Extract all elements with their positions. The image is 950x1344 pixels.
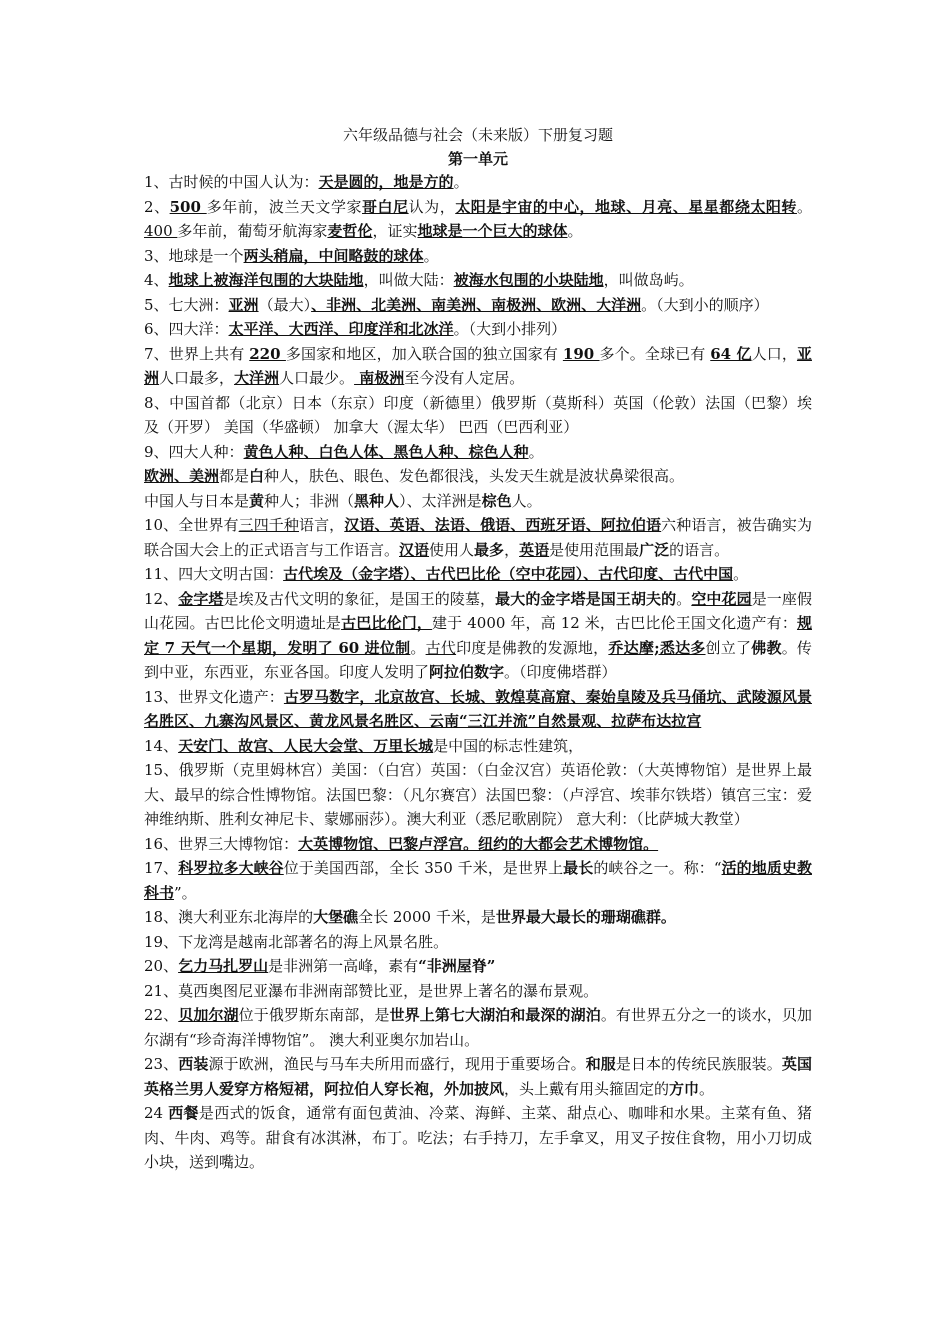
item-text-segment: 麦哲伦 bbox=[327, 222, 373, 240]
document-title: 六年级品德与社会（未来版）下册复习题 bbox=[342, 126, 613, 144]
item-text-segment: 。 bbox=[676, 589, 692, 608]
item-text-segment: 20、 bbox=[144, 957, 179, 975]
item-text-segment: 全长 2000 千米，是 bbox=[358, 908, 496, 926]
item-text-segment: 汉语、英语、法语、俄语、西班牙语、阿拉伯语 bbox=[344, 516, 662, 534]
item-text-segment: 。 bbox=[796, 197, 812, 216]
item-text-segment: 棕色 bbox=[481, 491, 512, 510]
item-text-segment: 17、 bbox=[144, 859, 179, 877]
question-list bbox=[144, 170, 812, 1175]
item-text-segment: 贝加尔湖 bbox=[178, 1006, 239, 1024]
item-text-segment: 位于俄罗斯东南部，是 bbox=[238, 1006, 390, 1024]
item-text-segment: 多年前，波兰天文学家 bbox=[206, 197, 363, 216]
review-item bbox=[144, 1003, 812, 1052]
item-text-segment: 。 bbox=[733, 565, 749, 583]
review-item bbox=[144, 513, 812, 562]
item-text-segment: ”。 bbox=[174, 883, 197, 902]
item-text-segment: 佛教 bbox=[751, 638, 782, 657]
item-text-segment: 的语言。 bbox=[669, 540, 730, 559]
item-text-segment: 是日本的传统民族服装。 bbox=[615, 1055, 782, 1073]
item-text-segment: 空中花园 bbox=[691, 589, 752, 608]
item-text-segment: 7、世界上共有 bbox=[144, 344, 250, 363]
item-text-segment: 人口， bbox=[751, 344, 797, 363]
item-text-segment: 14、 bbox=[144, 736, 179, 755]
item-text-segment: 位于美国西部，全长 350 千米，是世界上 bbox=[283, 859, 564, 877]
item-text-segment: 4、 bbox=[144, 271, 169, 289]
review-item bbox=[144, 562, 812, 587]
review-item bbox=[144, 832, 812, 857]
item-text-segment: 古巴比伦门， bbox=[341, 614, 433, 632]
item-text-segment: （最大） bbox=[258, 295, 312, 314]
item-text-segment: 8、中国首都（北京）日本（东京）印度（新德里）俄罗斯（莫斯科）英国（伦敦）法国（巴黎）埃及（开罗） 美国（华盛顿） 加拿大（渥太华） 巴西（巴西利亚） bbox=[144, 393, 812, 436]
item-text-segment: 2、 bbox=[144, 197, 170, 216]
item-text-segment: 。 bbox=[423, 246, 439, 265]
item-text-segment: 两头稍扁，中间略鼓的球体 bbox=[243, 246, 424, 265]
item-text-segment: 天是圆的，地是方的 bbox=[318, 173, 454, 191]
item-text-segment: 。（大到小的顺序） bbox=[641, 295, 769, 314]
item-text-segment: 21、莫西奥图尼亚瀑布非洲南部赞比亚，是世界上著名的瀑布景观。 bbox=[144, 981, 599, 1000]
item-text-segment: 。（印度佛塔群） bbox=[504, 663, 617, 681]
review-item bbox=[144, 930, 812, 955]
item-text-segment: 乔达摩;悉达多 bbox=[608, 638, 706, 657]
unit-heading: 第一单元 bbox=[447, 150, 508, 168]
item-text-segment: 英国英格兰男人爱穿方格短裙，阿拉伯人穿长袍，外加披风 bbox=[144, 1055, 812, 1098]
item-text-segment: 大洋洲 bbox=[234, 369, 280, 387]
item-text-segment: 最长 bbox=[563, 859, 594, 877]
item-text-segment: 太阳是宇宙的中心，地球、月亮、星星都绕太阳转 bbox=[455, 197, 797, 216]
item-text-segment: 。（大到小排列） bbox=[453, 320, 567, 338]
review-item bbox=[144, 244, 812, 269]
item-text-segment: 24 bbox=[144, 1104, 169, 1122]
review-item bbox=[144, 464, 812, 489]
item-text-segment: 11、四大文明古国： bbox=[144, 565, 284, 583]
item-text-segment: 15、俄罗斯（克里姆林宫）美国：（白宫）英国：（白金汉宫）英语伦敦：（大英博物馆）是世界上最大、最早的综合性博物馆。法国巴黎：（凡尔赛宫）法国巴黎：（卢浮宫、埃菲尔铁塔）镇宫三宝：爱神维纳斯、胜利女神尼卡、蒙娜丽莎）。澳大利亚（悉尼歌剧院） 意大利：（比萨城大教堂） bbox=[144, 761, 812, 828]
item-text-segment: 英语 bbox=[519, 540, 550, 559]
item-text-segment: 乞力马扎罗山 bbox=[178, 957, 269, 975]
item-text-segment: 哥白尼 bbox=[362, 197, 409, 216]
item-text-segment: 西装 bbox=[178, 1055, 209, 1073]
item-text-segment: 13、世界文化遗产： bbox=[144, 687, 284, 706]
item-text-segment: 是埃及古代文明的象征，是国王的陵墓， bbox=[223, 589, 496, 608]
item-text-segment: 被海水包围的小块陆地 bbox=[453, 271, 604, 289]
item-text-segment: 多国家和地区，加入联合国的独立国家有 bbox=[285, 344, 563, 363]
review-item bbox=[144, 317, 812, 342]
item-text-segment: 是使用范围最 bbox=[549, 540, 640, 559]
item-text-segment: 18、澳大利亚东北海岸的 bbox=[144, 908, 314, 926]
review-item bbox=[144, 293, 812, 318]
item-text-segment: 印度是佛教的发源地， bbox=[456, 638, 609, 657]
item-text-segment: 3、地球是一个 bbox=[144, 246, 244, 265]
item-text-segment: 种人，肤色、眼色、发色都很浅，头发天生就是波状鼻梁很高。 bbox=[264, 467, 685, 485]
item-text-segment: 和服 bbox=[585, 1055, 616, 1073]
item-text-segment: 。传到中亚，东西亚，东亚各国。印度人发明了 bbox=[144, 638, 812, 681]
review-item bbox=[144, 268, 812, 293]
item-text-segment: 多个。全球已有 bbox=[599, 344, 711, 363]
review-item bbox=[144, 758, 812, 832]
item-text-segment: 源于欧洲，渔民与马车夫所用而盛行，现用于重要场合。 bbox=[208, 1055, 586, 1073]
item-text-segment: 三四千种 bbox=[238, 516, 299, 534]
item-text-segment: 5、七大洲： bbox=[144, 295, 229, 314]
item-text-segment: 广泛 bbox=[639, 540, 670, 559]
item-text-segment: 世界最大最长的珊瑚礁群。 bbox=[495, 908, 676, 926]
item-text-segment: 古代 bbox=[425, 638, 457, 657]
item-text-segment: 种人；非洲（ bbox=[264, 491, 355, 510]
item-text-segment: 规定 7 天气一个星期，发明了 60 进位制 bbox=[144, 614, 812, 657]
item-text-segment: 是西式的饭食，通常有面包黄油、冷菜、海鲜、主菜、甜点心、咖啡和水果。主菜有鱼、猪肉、牛肉、鸡等。甜食有冰淇淋，布丁。吃法；右手持刀，左手拿叉，用叉子按住食物，用小刀切成小块，送到嘴边。 bbox=[144, 1104, 812, 1171]
item-text-segment: 白 bbox=[249, 467, 265, 485]
item-text-segment: 西餐 bbox=[168, 1104, 199, 1122]
item-text-segment: ， bbox=[504, 540, 520, 559]
item-text-segment: 9、四大人种： bbox=[144, 442, 244, 461]
review-item bbox=[144, 979, 812, 1004]
item-text-segment: 400 bbox=[144, 222, 178, 240]
item-text-segment: 。 bbox=[699, 1079, 715, 1098]
item-text-segment: 语言， bbox=[298, 516, 345, 534]
item-text-segment: 欧洲、美洲 bbox=[144, 467, 220, 485]
review-item bbox=[144, 342, 812, 391]
item-text-segment: 六种语言，被告确实为联合国大会上的正式语言与工作语言。 bbox=[144, 516, 812, 559]
item-text-segment: 古代埃及（金字塔）、古代巴比伦（空中花园）、古代印度、古代中国 bbox=[283, 565, 734, 583]
review-item bbox=[144, 1052, 812, 1101]
item-text-segment: 人。 bbox=[511, 491, 542, 510]
item-text-segment: 黑种人 bbox=[354, 491, 400, 510]
item-text-segment: 创立了 bbox=[705, 638, 752, 657]
item-text-segment: 人口最多， bbox=[159, 369, 235, 387]
review-item bbox=[144, 1101, 812, 1175]
item-text-segment: 认为， bbox=[408, 197, 456, 216]
item-text-segment: 。 bbox=[410, 638, 426, 657]
item-text-segment: 500 bbox=[169, 197, 207, 216]
item-text-segment: 大堡礁 bbox=[313, 908, 359, 926]
item-text-segment: 亚洲 bbox=[144, 344, 812, 387]
item-text-segment: 多年前，葡萄牙航海家 bbox=[177, 222, 328, 240]
item-text-segment: 23、 bbox=[144, 1055, 179, 1073]
item-text-segment: 建于 4000 年，高 12 米，古巴比伦王国文化遗产有： bbox=[432, 614, 797, 632]
item-text-segment: 世界上第七大湖泊和最深的湖泊 bbox=[389, 1006, 601, 1024]
review-item bbox=[144, 195, 812, 244]
item-text-segment: 地球上被海洋包围的大块陆地 bbox=[168, 271, 364, 289]
review-item bbox=[144, 905, 812, 930]
item-text-segment: 10、全世界有 bbox=[144, 516, 239, 534]
item-text-segment: 金字塔 bbox=[178, 589, 224, 608]
item-text-segment: ，叫做大陆： bbox=[363, 271, 454, 289]
review-item bbox=[144, 391, 812, 440]
item-text-segment: 使用人 bbox=[429, 540, 475, 559]
item-text-segment: 天安门、故宫、人民大会堂、万里长城 bbox=[178, 736, 434, 755]
item-text-segment: 太平洋、大西洋、印度洋和北冰洋 bbox=[228, 320, 454, 338]
item-text-segment: 大英博物馆、巴黎卢浮宫。纽约的大都会艺术博物馆。 bbox=[298, 834, 659, 853]
item-text-segment: 最大的金字塔是国王胡夫的 bbox=[495, 589, 677, 608]
item-text-segment: 64 亿 bbox=[710, 344, 752, 363]
item-text-segment: 科罗拉多大峡谷 bbox=[178, 859, 284, 877]
item-text-segment: 南极洲 bbox=[354, 369, 405, 387]
item-text-segment: 方巾 bbox=[669, 1079, 700, 1098]
review-item bbox=[144, 440, 812, 465]
review-item bbox=[144, 856, 812, 905]
review-item bbox=[144, 170, 812, 195]
item-text-segment: 黄 bbox=[249, 491, 265, 510]
item-text-segment: 古罗马数字，北京故宫、长城、敦煌莫高窟、秦始皇陵及兵马俑坑、武陵源风景名胜区、九寨沟风景区、黄龙风景名胜区、云南“三江并流”自然景观、拉萨布达拉宫 bbox=[144, 687, 812, 730]
item-text-segment: 人口最少。 bbox=[279, 369, 355, 387]
item-text-segment: 12、 bbox=[144, 589, 179, 608]
item-text-segment: 。有世界五分之一的谈水，贝加尔湖有“珍奇海洋博物馆”。 澳大利亚奥尔加岩山。 bbox=[144, 1006, 812, 1049]
item-text-segment: ）、太洋洲是 bbox=[399, 491, 482, 510]
item-text-segment: 。 bbox=[453, 173, 469, 191]
review-item bbox=[144, 954, 812, 979]
item-text-segment: 中国人与日本是 bbox=[144, 491, 250, 510]
item-text-segment: 阿拉伯数字 bbox=[429, 663, 505, 681]
item-text-segment: 最多 bbox=[474, 540, 505, 559]
item-text-segment: 。 bbox=[528, 442, 544, 461]
item-text-segment: 是非洲第一高峰，素有 bbox=[268, 957, 419, 975]
item-text-segment: 至今没有人定居。 bbox=[404, 369, 525, 387]
item-text-segment: 地球是一个巨大的球体 bbox=[417, 222, 568, 240]
item-text-segment: 22、 bbox=[144, 1006, 179, 1024]
item-text-segment: 的峡谷之一。称：“ bbox=[593, 859, 722, 877]
review-item bbox=[144, 734, 812, 759]
item-text-segment: ，叫做岛屿。 bbox=[603, 271, 694, 289]
review-item bbox=[144, 489, 812, 514]
item-text-segment: 220 bbox=[249, 344, 286, 363]
item-text-segment: 汉语 bbox=[399, 540, 430, 559]
item-text-segment: 黄色人种、白色人体、黑色人种、棕色人种 bbox=[243, 442, 529, 461]
review-item bbox=[144, 685, 812, 734]
item-text-segment: 190 bbox=[562, 344, 600, 363]
item-text-segment: 、非洲、北美洲、南美洲、南极洲、欧洲、大洋洲 bbox=[311, 295, 642, 314]
item-text-segment: “非洲屋脊” bbox=[418, 957, 496, 975]
item-text-segment: 是中国的标志性建筑， bbox=[433, 736, 584, 755]
review-item bbox=[144, 587, 812, 685]
item-text-segment: 是一座假山花园。古巴比伦文明遗址是 bbox=[144, 589, 812, 632]
item-text-segment: ，头上戴有用头箍固定的 bbox=[504, 1079, 670, 1098]
item-text-segment: 19、下龙湾是越南北部著名的海上风景名胜。 bbox=[144, 932, 449, 951]
item-text-segment: 亚洲 bbox=[228, 295, 259, 314]
item-text-segment: 1、古时候的中国人认为： bbox=[144, 173, 319, 191]
item-text-segment: 6、四大洋： bbox=[144, 320, 229, 338]
item-text-segment: ，证实 bbox=[372, 222, 418, 240]
item-text-segment: 。 bbox=[567, 222, 583, 240]
item-text-segment: 16、世界三大博物馆： bbox=[144, 834, 299, 853]
item-text-segment: 活的地质史教科书 bbox=[144, 859, 812, 902]
document-body bbox=[144, 122, 812, 1175]
item-text-segment: 都是 bbox=[219, 467, 250, 485]
